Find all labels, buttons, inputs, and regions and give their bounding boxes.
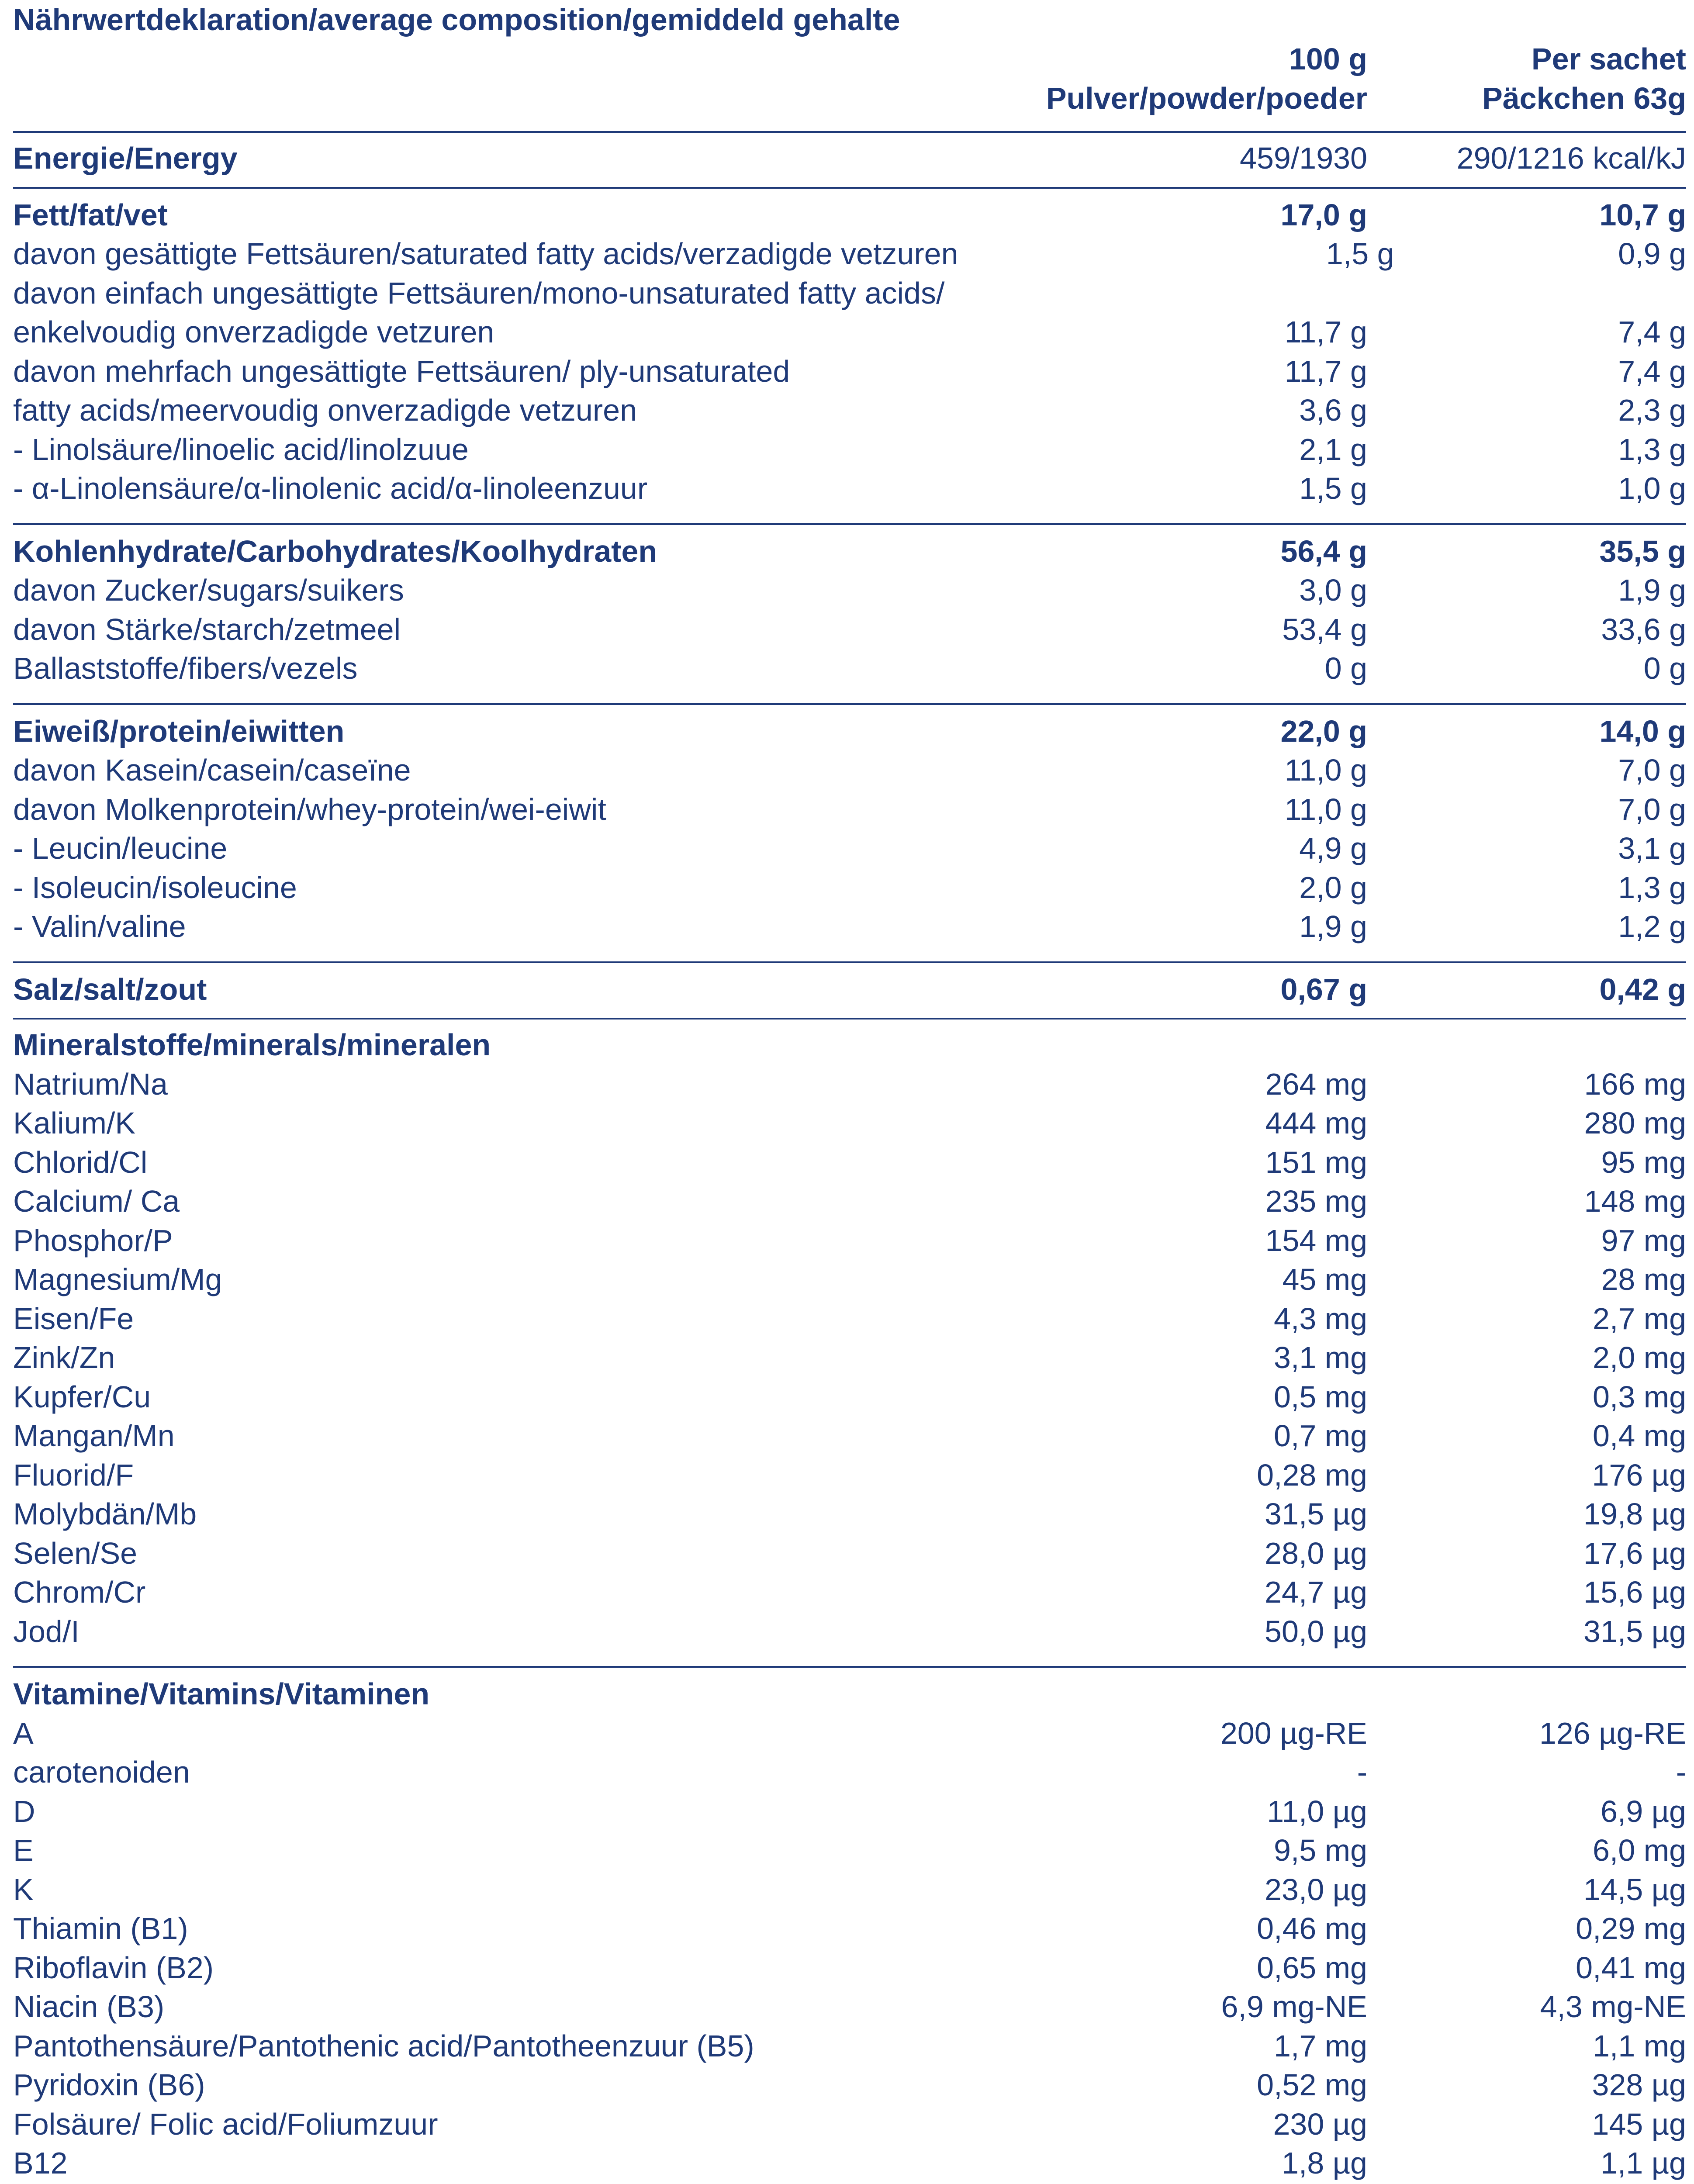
salt-per-100g: 0,67 g <box>1280 972 1367 1006</box>
protein-row <box>13 790 1686 829</box>
vitamin-per-100g: 0,65 mg <box>1257 1950 1367 1985</box>
energy-per-100g: 459/1930 <box>1240 141 1367 175</box>
mineral-row <box>13 1221 1686 1261</box>
fat-label: fatty acids/meervoudig onverzadigde vetzuren <box>13 393 637 427</box>
mineral-row <box>13 1260 1686 1299</box>
mineral-per-sachet: 28 mg <box>1601 1262 1686 1296</box>
vitamin-per-100g: 1,8 µg <box>1281 2146 1367 2180</box>
vitamin-label: carotenoiden <box>13 1755 190 1789</box>
mineral-label: Kalium/K <box>13 1106 136 1140</box>
vitamin-per-100g: 9,5 mg <box>1274 1833 1367 1867</box>
carbohydrate-row <box>13 610 1686 650</box>
mineral-per-sachet: 0,4 mg <box>1593 1419 1686 1453</box>
mineral-label: Selen/Se <box>13 1536 138 1570</box>
fat-per-sachet: 10,7 g <box>1599 197 1686 232</box>
fat-per-sachet <box>1389 274 1686 313</box>
protein-row <box>13 868 1686 908</box>
carbohydrate-label: Kohlenhydrate/Carbohydrates/Koolhydraten <box>13 534 657 568</box>
vitamin-per-sachet: 14,5 µg <box>1583 1872 1686 1907</box>
vitamin-row <box>13 1987 1686 2027</box>
fat-section <box>13 196 1686 508</box>
protein-label: davon Molkenprotein/whey-protein/wei-eiwit <box>13 792 606 826</box>
mineral-per-sachet: 97 mg <box>1601 1223 1686 1258</box>
table-title: Nährwertdeklaration/average composition/gemiddeld gehalte <box>13 3 900 37</box>
vitamin-label: Folsäure/ Folic acid/Foliumzuur <box>13 2107 438 2141</box>
vitamin-row <box>13 1949 1686 1988</box>
protein-row <box>13 907 1686 947</box>
mineral-row <box>13 1378 1686 1417</box>
fat-per-100g: 1,5 g <box>1299 471 1367 505</box>
vitamin-per-sachet: 1,1 µg <box>1600 2146 1686 2180</box>
vitamin-per-sachet: 6,0 mg <box>1593 1833 1686 1867</box>
mineral-row <box>13 1104 1686 1143</box>
vitamin-label: Pyridoxin (B6) <box>13 2068 205 2102</box>
header-per-sachet-line1: Per sachet <box>1531 42 1686 76</box>
fat-per-sachet: 0,9 g <box>1618 237 1686 271</box>
vitamin-row <box>13 1909 1686 1949</box>
vitamin-per-100g: 6,9 mg-NE <box>1221 1990 1367 2024</box>
mineral-label: Eisen/Fe <box>13 1301 134 1336</box>
mineral-per-100g: 0,5 mg <box>1274 1379 1367 1414</box>
protein-label: davon Kasein/casein/caseïne <box>13 753 411 787</box>
vitamin-per-sachet: - <box>1676 1755 1686 1789</box>
carbohydrate-label: davon Zucker/sugars/suikers <box>13 573 404 607</box>
protein-per-sachet: 1,2 g <box>1618 909 1686 943</box>
protein-per-100g: 4,9 g <box>1299 831 1367 865</box>
vitamin-per-100g: 230 µg <box>1273 2107 1367 2141</box>
mineral-per-100g: 444 mg <box>1265 1106 1367 1140</box>
protein-label: - Leucin/leucine <box>13 831 228 865</box>
carbohydrate-row <box>13 571 1686 610</box>
fat-row <box>13 391 1686 430</box>
vitamin-per-100g: 0,46 mg <box>1257 1911 1367 1946</box>
fat-label: davon gesättigte Fettsäuren/saturated fatty acids/verzadigde vetzuren <box>13 237 958 271</box>
mineral-row <box>13 1417 1686 1456</box>
fat-per-sachet: 1,0 g <box>1618 471 1686 505</box>
fat-per-100g: 1,5 g <box>1326 237 1394 271</box>
vitamin-per-100g: 0,52 mg <box>1257 2068 1367 2102</box>
mineral-label: Molybdän/Mb <box>13 1497 197 1531</box>
mineral-per-sachet: 176 µg <box>1592 1458 1686 1492</box>
fat-per-sachet: 7,4 g <box>1618 354 1686 388</box>
mineral-label: Mangan/Mn <box>13 1419 175 1453</box>
header-spacer <box>13 39 891 118</box>
mineral-per-100g: 0,7 mg <box>1274 1419 1367 1453</box>
carbohydrate-per-100g: 3,0 g <box>1299 573 1367 607</box>
mineral-row <box>13 1495 1686 1534</box>
fat-label: - α-Linolensäure/α-linolenic acid/α-linoleenzuur <box>13 471 648 505</box>
mineral-label: Jod/I <box>13 1614 80 1648</box>
salt-row <box>13 970 1686 1009</box>
vitamin-row <box>13 2144 1686 2183</box>
mineral-row <box>13 1534 1686 1573</box>
fat-per-100g: 11,7 g <box>1284 315 1367 349</box>
mineral-label: Fluorid/F <box>13 1458 134 1492</box>
mineral-row <box>13 1338 1686 1378</box>
carbohydrates-section <box>13 532 1686 688</box>
protein-per-sachet: 7,0 g <box>1618 753 1686 787</box>
protein-heading-row <box>13 712 1686 751</box>
energy-per-sachet: 290/1216 kcal/kJ <box>1456 141 1686 175</box>
vitamin-label: Thiamin (B1) <box>13 1911 188 1946</box>
protein-label: Eiweiß/protein/eiwitten <box>13 714 345 748</box>
fat-row <box>13 313 1686 352</box>
vitamin-label: Vitamine/Vitamins/Vitaminen <box>13 1677 430 1711</box>
mineral-per-sachet: 95 mg <box>1601 1145 1686 1179</box>
protein-per-sachet: 7,0 g <box>1618 792 1686 826</box>
mineral-per-sachet: 166 mg <box>1584 1067 1686 1101</box>
vitamin-per-sachet: 1,1 mg <box>1593 2028 1686 2063</box>
mineral-label: Phosphor/P <box>13 1223 173 1258</box>
header-per-100g-line1: 100 g <box>1289 42 1367 76</box>
mineral-label: Zink/Zn <box>13 1341 115 1375</box>
fat-per-100g: 3,6 g <box>1299 393 1367 427</box>
carbohydrate-label: Ballaststoffe/fibers/vezels <box>13 651 358 685</box>
mineral-per-sachet: 17,6 µg <box>1583 1536 1686 1570</box>
fat-row <box>13 469 1686 508</box>
protein-per-100g: 11,0 g <box>1284 753 1367 787</box>
mineral-per-sachet: 2,0 mg <box>1593 1341 1686 1375</box>
fat-label: davon einfach ungesättigte Fettsäuren/mono-unsaturated fatty acids/ <box>13 276 945 310</box>
vitamin-label: B12 <box>13 2146 68 2180</box>
mineral-per-100g: 4,3 mg <box>1274 1301 1367 1336</box>
vitamin-per-sachet: 126 µg-RE <box>1539 1716 1686 1750</box>
vitamin-per-100g: 200 µg-RE <box>1220 1716 1367 1750</box>
fat-row <box>13 430 1686 470</box>
mineral-row <box>13 1143 1686 1182</box>
protein-label: - Valin/valine <box>13 909 186 943</box>
protein-label: - Isoleucin/isoleucine <box>13 870 297 905</box>
mineral-per-100g: 31,5 µg <box>1265 1497 1367 1531</box>
mineral-label: Chlorid/Cl <box>13 1145 148 1179</box>
fat-row <box>13 352 1686 391</box>
protein-section <box>13 712 1686 947</box>
minerals-section <box>13 1026 1686 1651</box>
mineral-per-sachet: 15,6 µg <box>1583 1575 1686 1609</box>
mineral-per-100g: 28,0 µg <box>1265 1536 1367 1570</box>
mineral-row <box>13 1065 1686 1104</box>
protein-per-sachet: 14,0 g <box>1599 714 1686 748</box>
mineral-label: Mineralstoffe/minerals/mineralen <box>13 1028 491 1062</box>
vitamin-per-100g: 1,7 mg <box>1274 2028 1367 2063</box>
mineral-per-100g: 24,7 µg <box>1265 1575 1367 1609</box>
vitamin-per-sachet: 328 µg <box>1592 2068 1686 2102</box>
vitamin-row <box>13 2105 1686 2144</box>
vitamin-label: Niacin (B3) <box>13 1990 165 2024</box>
carbohydrate-per-100g: 53,4 g <box>1282 612 1367 646</box>
fat-row <box>13 235 1686 274</box>
vitamin-label: K <box>13 1872 34 1907</box>
vitamin-per-sachet: 0,41 mg <box>1576 1950 1686 1985</box>
mineral-per-100g: 264 mg <box>1265 1067 1367 1101</box>
vitamin-row <box>13 2027 1686 2066</box>
mineral-per-100g: 45 mg <box>1282 1262 1367 1296</box>
carbohydrate-per-sachet: 0 g <box>1643 651 1686 685</box>
mineral-per-sachet: 19,8 µg <box>1583 1497 1686 1531</box>
protein-row <box>13 829 1686 868</box>
carbohydrate-per-sachet: 33,6 g <box>1601 612 1686 646</box>
carbohydrate-per-sachet: 35,5 g <box>1599 534 1686 568</box>
nutrition-table <box>13 0 1686 2184</box>
vitamin-per-sachet: 145 µg <box>1592 2107 1686 2141</box>
vitamins-section <box>13 1675 1686 2184</box>
vitamin-per-sachet: 4,3 mg-NE <box>1540 1990 1686 2024</box>
protein-per-100g: 22,0 g <box>1280 714 1367 748</box>
fat-label: davon mehrfach ungesättigte Fettsäuren/ ply-unsaturated <box>13 354 790 388</box>
mineral-per-100g: 235 mg <box>1265 1184 1367 1218</box>
vitamin-per-sachet: 6,9 µg <box>1600 1794 1686 1828</box>
fat-per-100g: 2,1 g <box>1299 432 1367 467</box>
mineral-row <box>13 1182 1686 1221</box>
vitamin-label: Riboflavin (B2) <box>13 1950 214 1985</box>
carbohydrate-per-100g: 0 g <box>1324 651 1367 685</box>
carbohydrate-label: davon Stärke/starch/zetmeel <box>13 612 401 646</box>
fat-row <box>13 274 1686 313</box>
mineral-per-100g: 154 mg <box>1265 1223 1367 1258</box>
vitamin-row <box>13 1792 1686 1832</box>
vitamin-per-sachet <box>1367 1675 1686 1714</box>
vitamin-heading-row <box>13 1675 1686 1714</box>
carbohydrate-per-100g: 56,4 g <box>1280 534 1367 568</box>
mineral-per-100g <box>891 1026 1367 1065</box>
fat-per-100g: 17,0 g <box>1280 197 1367 232</box>
vitamin-per-sachet: 0,29 mg <box>1576 1911 1686 1946</box>
mineral-per-sachet: 280 mg <box>1584 1106 1686 1140</box>
mineral-per-sachet <box>1367 1026 1686 1065</box>
mineral-label: Natrium/Na <box>13 1067 168 1101</box>
header-per-sachet <box>1367 39 1686 118</box>
header-per-100g <box>891 39 1367 118</box>
mineral-row <box>13 1612 1686 1652</box>
fat-per-sachet: 2,3 g <box>1618 393 1686 427</box>
mineral-row <box>13 1456 1686 1495</box>
energy-row <box>13 139 1686 178</box>
mineral-per-100g: 151 mg <box>1265 1145 1367 1179</box>
header-per-100g-line2: Pulver/powder/poeder <box>1046 81 1367 115</box>
mineral-per-100g: 0,28 mg <box>1257 1458 1367 1492</box>
mineral-per-100g: 50,0 µg <box>1265 1614 1367 1648</box>
mineral-per-sachet: 0,3 mg <box>1593 1379 1686 1414</box>
mineral-per-100g: 3,1 mg <box>1274 1341 1367 1375</box>
vitamin-per-100g: 23,0 µg <box>1265 1872 1367 1907</box>
fat-heading-row <box>13 196 1686 235</box>
protein-per-sachet: 3,1 g <box>1618 831 1686 865</box>
vitamin-label: A <box>13 1716 34 1750</box>
mineral-row <box>13 1299 1686 1339</box>
vitamin-label: E <box>13 1833 34 1867</box>
protein-per-sachet: 1,3 g <box>1618 870 1686 905</box>
fat-label: Fett/fat/vet <box>13 197 168 232</box>
fat-per-sachet: 1,3 g <box>1618 432 1686 467</box>
mineral-row <box>13 1573 1686 1612</box>
salt-per-sachet: 0,42 g <box>1599 972 1686 1006</box>
mineral-per-sachet: 148 mg <box>1584 1184 1686 1218</box>
vitamin-row <box>13 1753 1686 1792</box>
mineral-label: Calcium/ Ca <box>13 1184 180 1218</box>
protein-row <box>13 751 1686 790</box>
mineral-per-sachet: 2,7 mg <box>1593 1301 1686 1336</box>
vitamin-per-100g <box>891 1675 1367 1714</box>
vitamin-label: D <box>13 1794 35 1828</box>
vitamin-row <box>13 2066 1686 2105</box>
column-header <box>13 39 1686 118</box>
mineral-heading-row <box>13 1026 1686 1065</box>
energy-label: Energie/Energy <box>13 141 238 175</box>
protein-per-100g: 11,0 g <box>1284 792 1367 826</box>
mineral-per-sachet: 31,5 µg <box>1583 1614 1686 1648</box>
salt-label: Salz/salt/zout <box>13 972 207 1006</box>
carbohydrate-per-sachet: 1,9 g <box>1618 573 1686 607</box>
vitamin-per-100g: 11,0 µg <box>1267 1794 1367 1828</box>
fat-per-100g <box>944 274 1389 313</box>
header-per-sachet-line2: Päckchen 63g <box>1482 81 1686 115</box>
mineral-label: Kupfer/Cu <box>13 1379 151 1414</box>
vitamin-per-100g: - <box>1357 1755 1367 1789</box>
vitamin-row <box>13 1831 1686 1870</box>
fat-per-100g: 11,7 g <box>1284 354 1367 388</box>
carbohydrate-heading-row <box>13 532 1686 571</box>
vitamin-row <box>13 1714 1686 1753</box>
mineral-label: Chrom/Cr <box>13 1575 146 1609</box>
vitamin-row <box>13 1870 1686 1910</box>
mineral-label: Magnesium/Mg <box>13 1262 222 1296</box>
protein-per-100g: 1,9 g <box>1299 909 1367 943</box>
vitamin-label: Pantothensäure/Pantothenic acid/Pantotheenzuur (B5) <box>13 2028 754 2063</box>
fat-label: enkelvoudig onverzadigde vetzuren <box>13 315 494 349</box>
protein-per-100g: 2,0 g <box>1299 870 1367 905</box>
carbohydrate-row <box>13 649 1686 688</box>
fat-per-sachet: 7,4 g <box>1618 315 1686 349</box>
fat-label: - Linolsäure/linoelic acid/linolzuue <box>13 432 469 467</box>
